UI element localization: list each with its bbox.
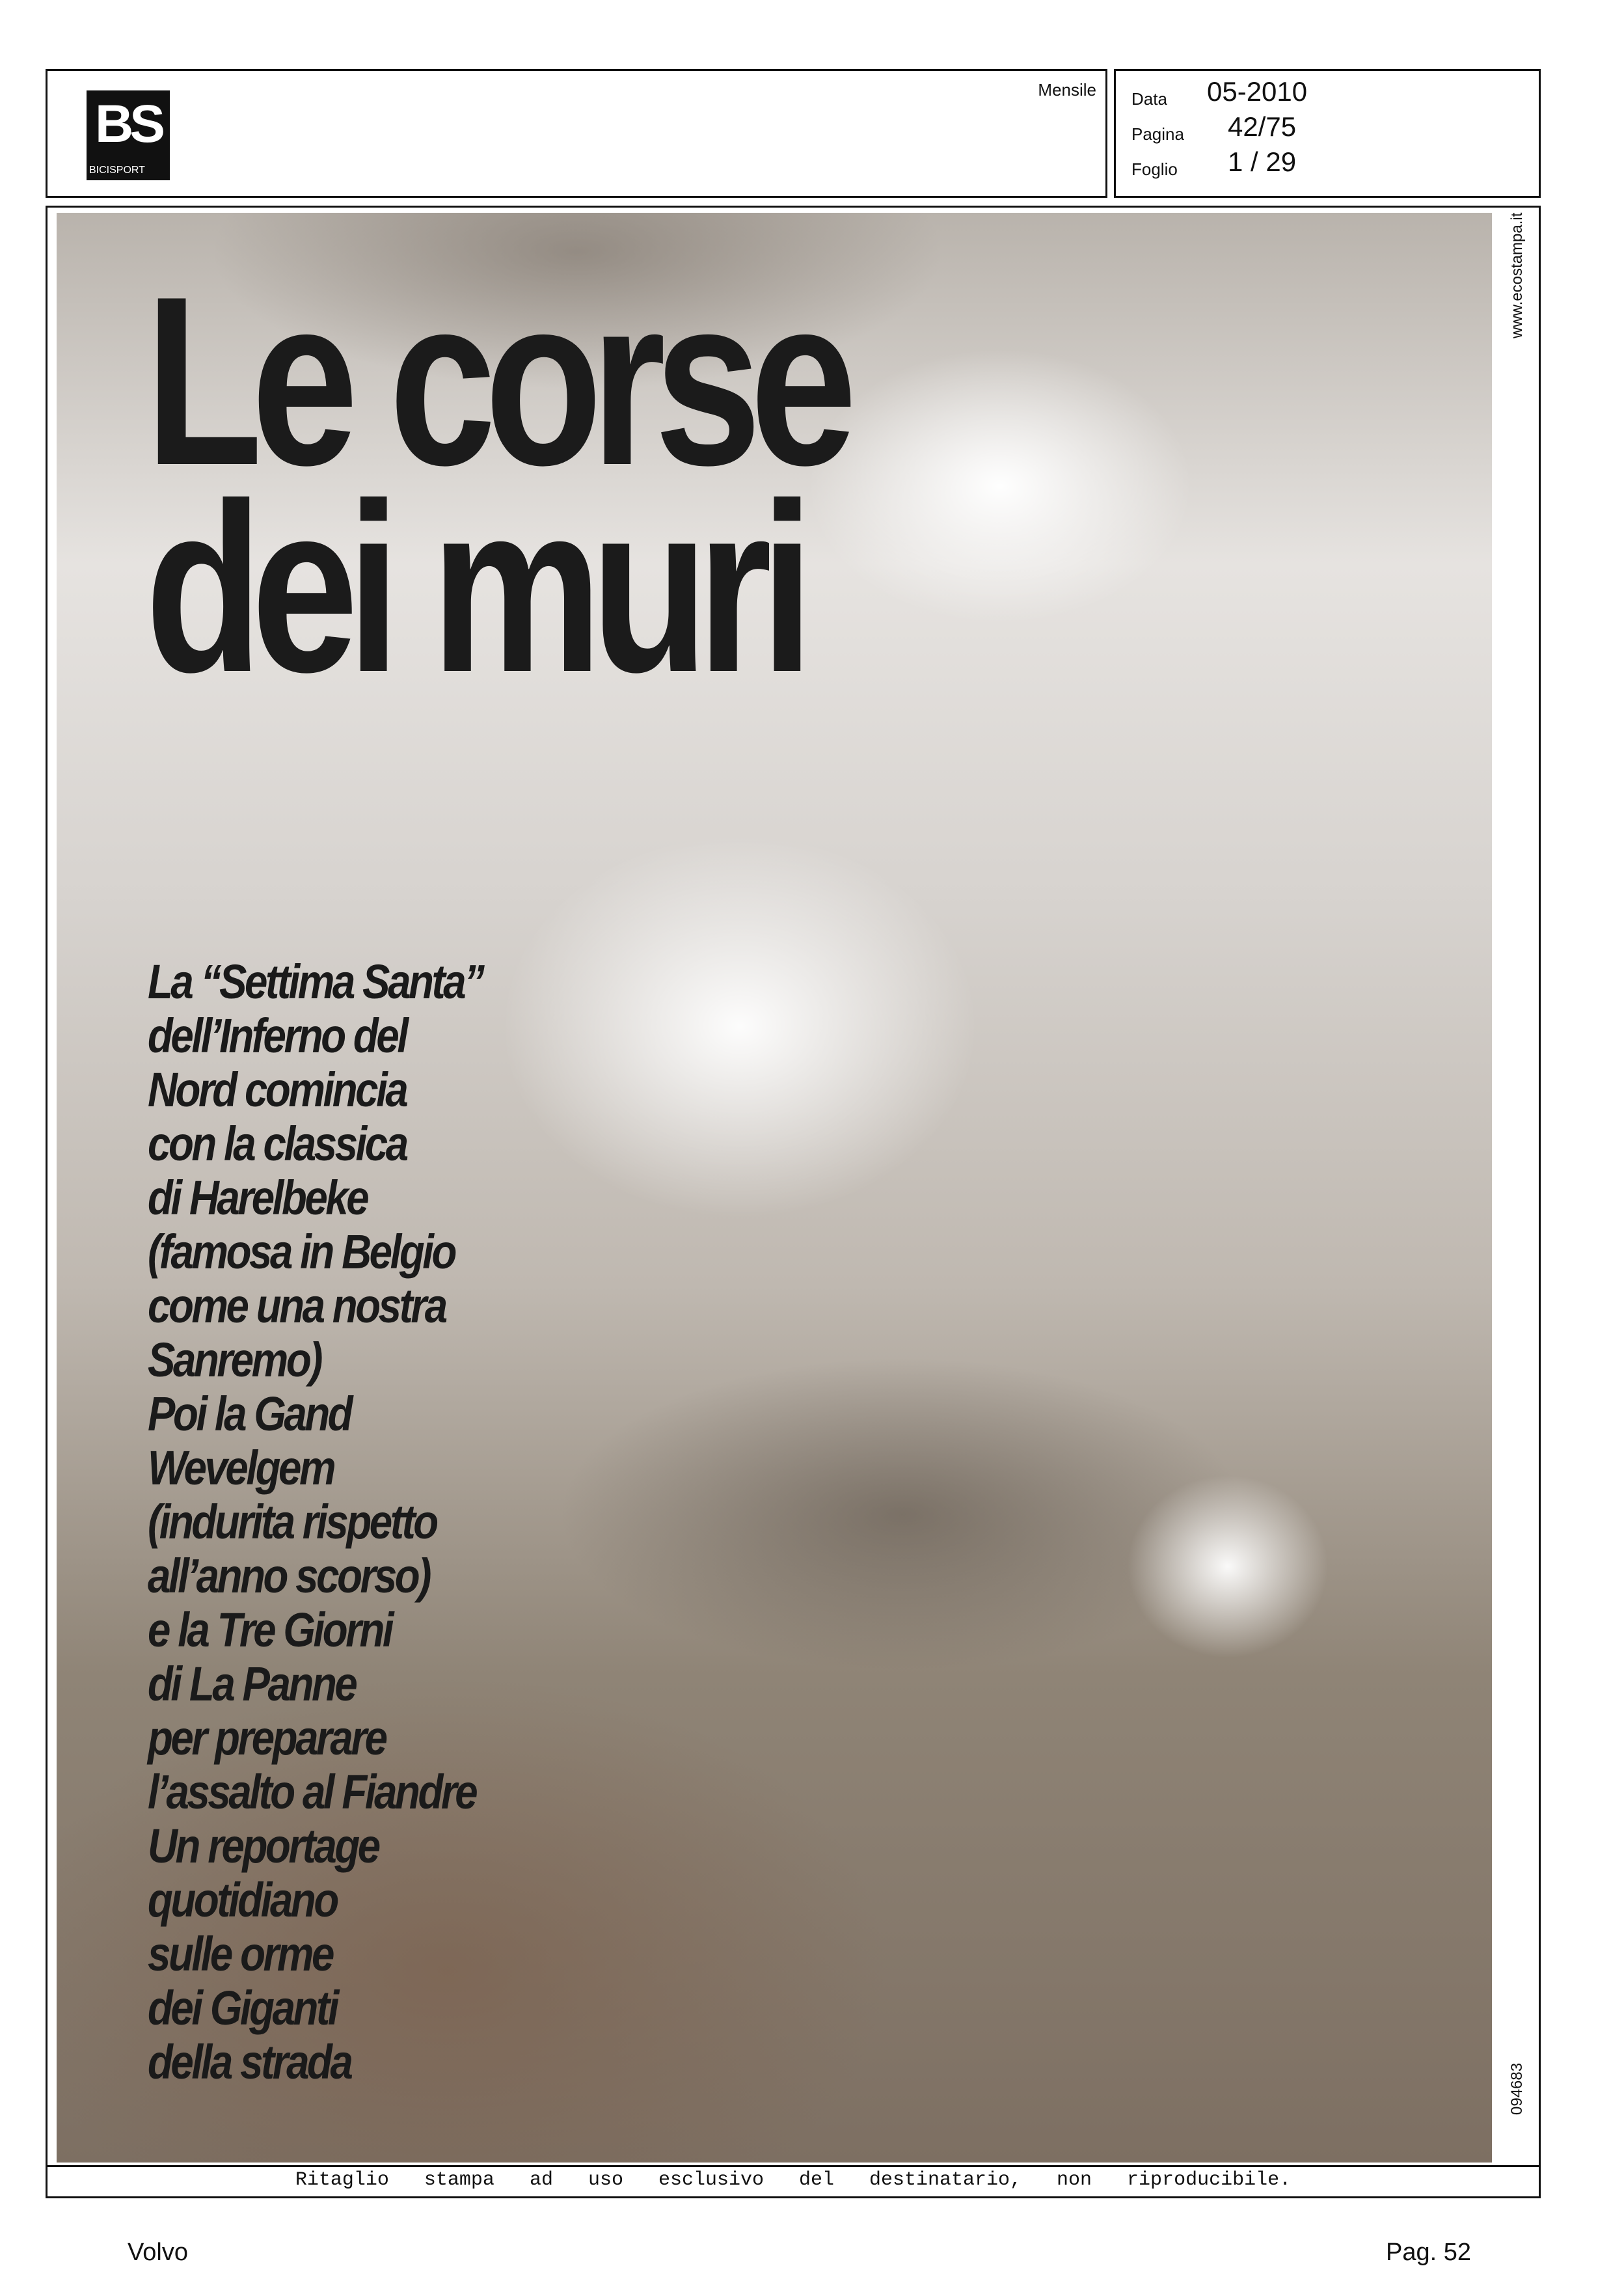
footer-client-name: Volvo [128,2239,188,2266]
subheadline-line: sulle orme [148,1927,332,1981]
data-value: 05-2010 [1207,76,1308,107]
subheadline-line: Poi la Gand [148,1387,351,1441]
subheadline-line: all’anno scorso) [148,1549,429,1603]
clipping-disclaimer: Ritaglio stampa ad uso esclusivo del destinatario, non riproducibile. [295,2169,1292,2191]
subheadline-line: dei Giganti [148,1981,337,2035]
headline-line: Le corse [145,247,846,515]
subheadline-line: Sanremo) [148,1333,321,1387]
side-url-text: www.ecostampa.it [1508,212,1526,338]
article-headline [145,247,846,722]
subheadline-line: Nord comincia [148,1063,407,1117]
subheadline-line: della strada [148,2035,351,2089]
pagina-value: 42/75 [1228,111,1297,142]
subheadline-line: Wevelgem [148,1441,334,1495]
subheadline-line: di La Panne [148,1657,356,1711]
disclaimer-divider [47,2165,1539,2167]
subheadline-line: come una nostra [148,1279,446,1333]
article-subheadline [148,955,483,2089]
clipping-frame [46,206,1541,2198]
subheadline-line: (famosa in Belgio [148,1225,455,1279]
foglio-value: 1 / 29 [1228,146,1297,177]
bicisport-logo [87,90,170,180]
subheadline-line: e la Tre Giorni [148,1603,392,1657]
side-code-text: 094683 [1508,2062,1526,2115]
pagina-label: Pagina [1131,124,1184,144]
footer-page-number: Pag. 52 [1386,2239,1471,2266]
subheadline-line: dell’Inferno del [148,1009,407,1063]
periodicity-label: Mensile [1038,80,1096,100]
foglio-label: Foglio [1131,159,1178,179]
subheadline-line: con la classica [148,1117,407,1171]
header-masthead-box [46,69,1107,198]
subheadline-line: La “Settima Santa” [148,955,483,1009]
logo-letters: BS [95,94,161,154]
article-photo [57,213,1492,2163]
subheadline-line: per preparare [148,1711,386,1765]
subheadline-line: quotidiano [148,1873,337,1927]
headline-line: dei muri [145,454,803,722]
header-meta-box [1114,69,1541,198]
subheadline-line: (indurita rispetto [148,1495,437,1549]
subheadline-line: Un reportage [148,1819,379,1873]
logo-subtitle: BICISPORT [89,165,145,176]
data-label: Data [1131,89,1167,109]
subheadline-line: l’assalto al Fiandre [148,1765,476,1819]
subheadline-line: di Harelbeke [148,1171,368,1225]
